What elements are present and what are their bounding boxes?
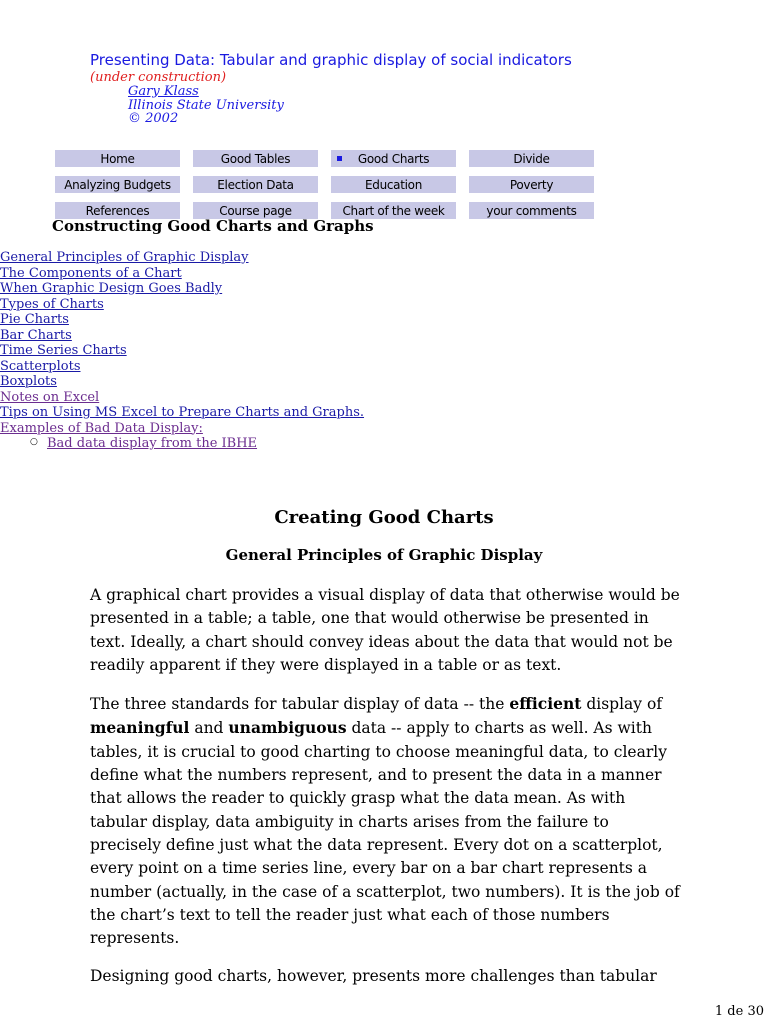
toc-link-general-principles[interactable]: General Principles of Graphic Display bbox=[0, 250, 249, 265]
site-title: Presenting Data: Tabular and graphic display of social indicators bbox=[90, 51, 572, 69]
paragraph: Designing good charts, however, presents more challenges than tabular bbox=[90, 967, 657, 986]
toc-link-scatterplots[interactable]: Scatterplots bbox=[0, 358, 81, 374]
bold-term: meaningful bbox=[90, 718, 190, 738]
toc-link-bar-charts[interactable]: Bar Charts bbox=[0, 327, 72, 343]
toc-link-bad-examples[interactable]: Examples of Bad Data Display: bbox=[0, 420, 203, 436]
construction-note: (under construction) bbox=[90, 70, 227, 85]
list-item bbox=[0, 312, 364, 328]
page-heading: Creating Good Charts bbox=[274, 507, 494, 528]
paragraph bbox=[90, 692, 682, 950]
site-header bbox=[90, 50, 572, 126]
toc-title: Constructing Good Charts and Graphs bbox=[52, 217, 374, 235]
copyright: © 2002 bbox=[128, 111, 179, 126]
nav-good-tables[interactable]: Good Tables bbox=[193, 150, 318, 167]
list-item bbox=[0, 390, 364, 421]
toc-link-time-series[interactable]: Time Series Charts bbox=[0, 343, 127, 358]
section-heading: General Principles of Graphic Display bbox=[225, 546, 543, 564]
nav-course-page[interactable]: Course page bbox=[193, 202, 318, 219]
list-item bbox=[47, 436, 364, 452]
nav-good-charts[interactable]: Good Charts bbox=[331, 150, 456, 167]
text-span: The three standards for tabular display of data -- the bbox=[90, 695, 510, 714]
toc-link-components[interactable]: The Components of a Chart bbox=[0, 265, 182, 281]
list-item bbox=[0, 250, 364, 266]
nav-poverty[interactable]: Poverty bbox=[469, 176, 594, 193]
nav-divide[interactable]: Divide bbox=[469, 150, 594, 167]
nav-references[interactable]: References bbox=[55, 202, 180, 219]
list-item bbox=[0, 266, 364, 282]
list-item bbox=[0, 405, 364, 421]
list-item bbox=[0, 328, 364, 344]
list-item bbox=[0, 297, 364, 421]
nav-election-data[interactable]: Election Data bbox=[193, 176, 318, 193]
nav-education[interactable]: Education bbox=[331, 176, 456, 193]
toc-link-notes-excel[interactable]: Notes on Excel bbox=[0, 389, 100, 405]
institution: Illinois State University bbox=[128, 97, 284, 113]
text-span: and bbox=[189, 719, 229, 738]
nav-chart-of-the-week[interactable]: Chart of the week bbox=[331, 202, 456, 219]
page-number: 1 de 30 bbox=[714, 1004, 764, 1019]
toc-link-types-of-charts[interactable]: Types of Charts bbox=[0, 296, 104, 312]
list-item bbox=[0, 452, 364, 468]
list-item bbox=[0, 359, 364, 375]
toc-link-design-badly[interactable]: When Graphic Design Goes Badly bbox=[0, 281, 223, 296]
nav-analyzing-budgets[interactable]: Analyzing Budgets bbox=[55, 176, 180, 193]
nav-your-comments[interactable]: your comments bbox=[469, 202, 594, 219]
nav-row bbox=[55, 176, 595, 193]
nav-home[interactable]: Home bbox=[55, 150, 180, 167]
toc-link-ibhe[interactable]: Bad data display from the IBHE bbox=[47, 436, 258, 451]
table-of-contents bbox=[0, 250, 364, 467]
text-span: display of bbox=[581, 695, 663, 714]
paragraph: A graphical chart provides a visual display of data that otherwise would be presented in a table; a table, one that would otherwise be presented in text. Ideally, a chart should convey ideas about the data that would not be readily apparent if they were displayed in a table or as text. bbox=[90, 586, 680, 674]
toc-link-boxplots[interactable]: Boxplots bbox=[0, 374, 57, 389]
bold-term: unambiguous bbox=[228, 718, 347, 738]
author-link[interactable]: Gary Klass bbox=[128, 84, 199, 99]
nav-row bbox=[55, 150, 595, 167]
toc-link-excel-tips[interactable]: Tips on Using MS Excel to Prepare Charts and Graphs. bbox=[0, 405, 365, 420]
list-item bbox=[0, 281, 364, 297]
list-item bbox=[0, 343, 364, 359]
bold-term: efficient bbox=[509, 694, 582, 714]
list-item bbox=[0, 421, 364, 452]
text-span: data -- apply to charts as well. As with tables, it is crucial to good charting to choose meaningful data, to clearly define what the numbers represent, and to present the data in a manner that allows the reader to quickly grasp what the data mean. As with tabular display, data ambiguity in charts arises from the failure to precisely define just what the data represent. Every dot on a scatterplot, every point on a time series line, every bar on a bar chart represents a number (actually, in the case of a scatterplot, two numbers). It is the job of the chart’s text to tell the reader just what each of those numbers represents. bbox=[90, 719, 680, 948]
list-item bbox=[0, 374, 364, 390]
credits bbox=[128, 85, 572, 126]
toc-link-pie-charts[interactable]: Pie Charts bbox=[0, 312, 69, 327]
article-body bbox=[90, 584, 682, 1004]
